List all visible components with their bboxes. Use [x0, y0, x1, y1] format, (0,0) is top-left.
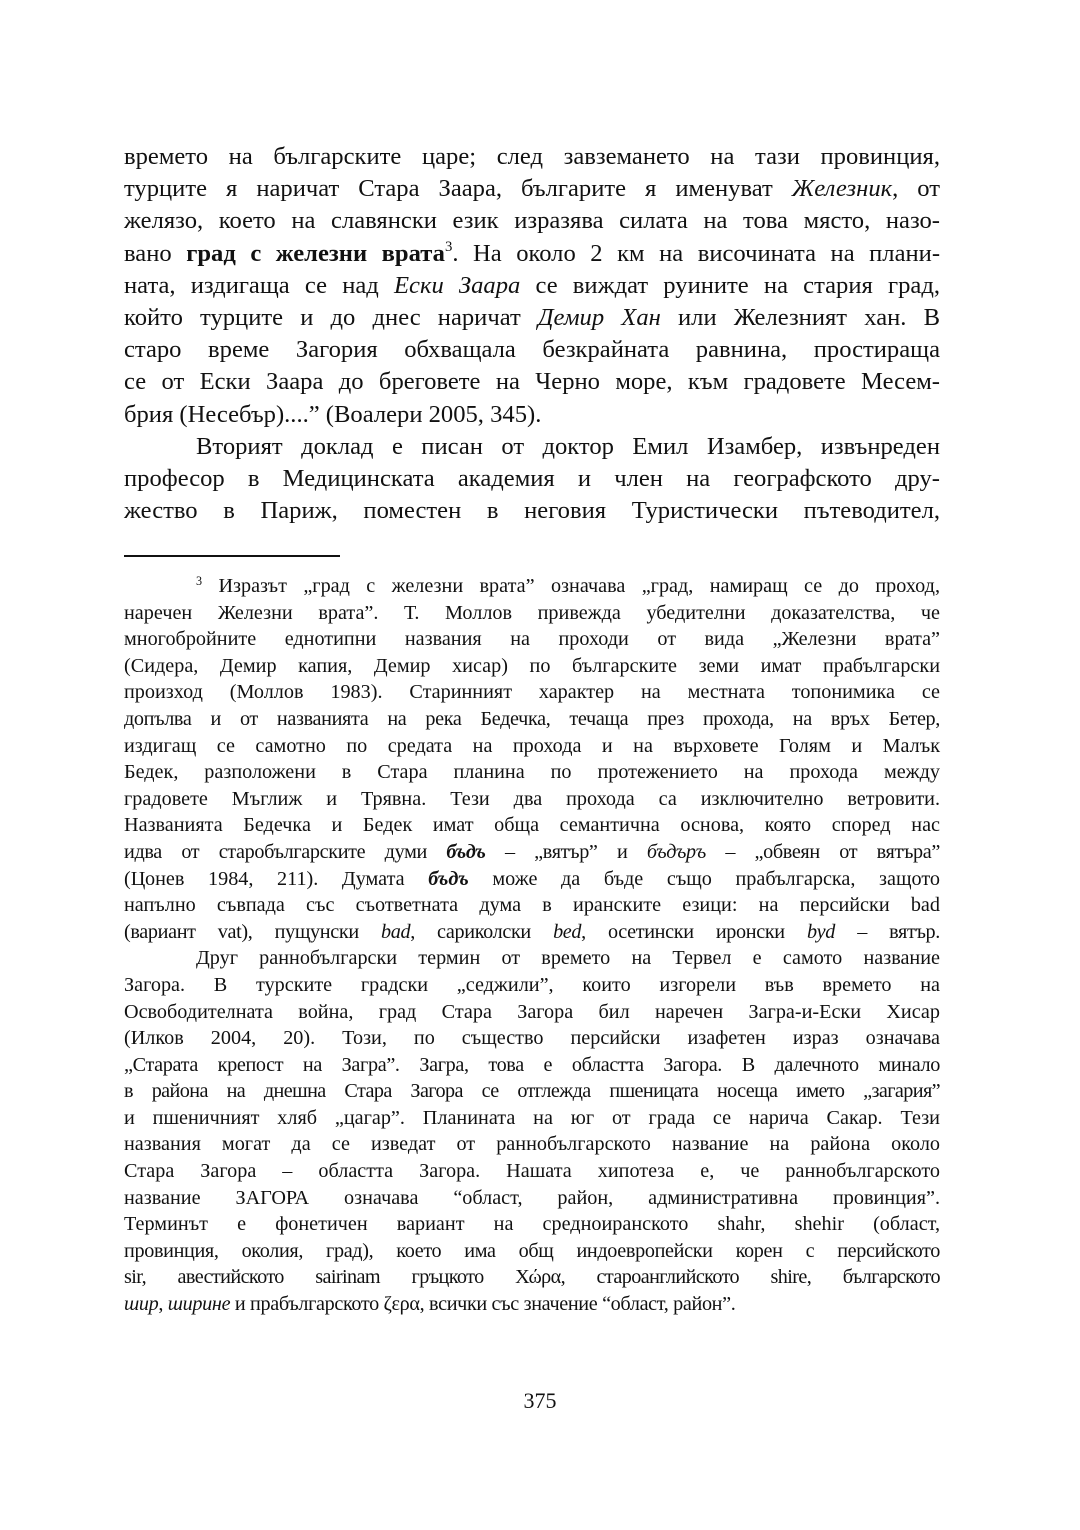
footnote-line: наречен Железни врата”. Т. Моллов привежда убедителни доказателства, че: [124, 601, 940, 624]
footnote-line: sir, авестийското sairinam гръцкото Χώρα, староанглийското shire, българското: [124, 1266, 940, 1289]
footnote-line: напълно съвпада със съответната дума в иранските езици: на персийски bad: [124, 894, 940, 917]
footnote-line: „Старата крепост на Загра”. Загра, това е областта Загора. В далечното минало: [124, 1053, 940, 1076]
footnote-line: название ЗАГОРА означава “област, район, административна провинция”.: [124, 1186, 940, 1209]
footnote-line: градовете Мъглиж и Трявна. Тези два прохода са изключително ветровити.: [124, 787, 940, 810]
footnote-line: и пшеничният хляб „цагар”. Планината на юг от града се нарича Сакар. Тези: [124, 1106, 940, 1129]
footnote-line: Терминът е фонетичен вариант на средноиранското shahr, shehir (област,: [124, 1213, 940, 1236]
footnote-line: идва от старобългарските думи бъдъ – „вятър” и бъдъръ – „обвеян от вятъра”: [124, 840, 940, 863]
text-line: старо време Загория обхващала безкрайната равнина, простираща: [124, 336, 940, 364]
text-line: брия (Несебър)....” (Воалери 2005, 345).: [124, 400, 542, 428]
footnote-line: (Сидера, Демир капия, Демир хисар) по българските земи имат прабългарски: [124, 654, 940, 677]
footnote-line: Стара Загора – областта Загора. Нашата хипотеза е, че раннобългарското: [124, 1160, 940, 1183]
text-line: времето на българските царе; след завземането на тази провинция,: [124, 143, 940, 170]
footnote-line: (вариант vat), пущунски bad, сариколски bed, осетински иронски byd – вятър.: [124, 920, 940, 943]
text-line: желязо, което на славянски език изразява силата на това място, назо-: [124, 207, 940, 235]
text-line: който турците и до днес наричат Демир Хан или Железният хан. В: [124, 304, 940, 332]
footnote-line: провинция, околия, град), което има общ индоевропейски корен с персийското: [124, 1239, 940, 1262]
footnote-line: Друг раннобългарски термин от времето на Тервел е самото название: [196, 947, 940, 970]
footnote-3: [124, 573, 940, 1318]
footnote-line: Освободителната война, град Стара Загора бил наречен Загра-и-Ески Хисар: [124, 1000, 940, 1023]
footnote-separator: [124, 555, 340, 557]
footnote-line: Названията Бедечка и Бедек имат обща семантична основа, която според нас: [124, 814, 940, 837]
text-line: Вторият доклад е писан от доктор Емил Изамбер, извънреден: [196, 432, 940, 460]
footnote-line: многобройните еднотипни названия на проходи от вида „Железни врата”: [124, 628, 940, 651]
main-text: [124, 141, 940, 527]
footnote-line: в района на днешна Стара Загора се отглежда пшеницата носеща името „загария”: [124, 1080, 940, 1103]
text-line: вано град с железни врата$^3$. На около 2 км на височината на плани-: [124, 238, 941, 267]
footnote-line: $^3$ Изразът „град с железни врата” означава „град, намиращ се до проход,: [196, 573, 940, 597]
footnote-line: произход (Моллов 1983). Старинният характер на местната топонимика се: [124, 681, 940, 704]
footnote-line: (Илков 2004, 20). Този, по същество персийски изафетен израз означава: [124, 1027, 940, 1050]
footnote-line: Загора. В турските градски „седжили”, които изгорели във времето на: [124, 973, 940, 996]
text-line: турците я наричат Стара Заара, българите я именуват Железник, от: [124, 175, 940, 203]
footnote-line: Бедек, разположени в Стара планина по протежението на прохода между: [124, 761, 940, 784]
page-number: 375: [523, 1388, 557, 1413]
footnote-line: названия могат да се изведат от раннобългарското название на района около: [124, 1133, 940, 1156]
footnote-line: издигащ се самотно по средата на прохода и на върховете Голям и Малък: [124, 734, 940, 757]
footnote-line: шир, ширине и прабългарското ζερα, всички със значение “област, район”.: [124, 1293, 736, 1316]
text-line: жество в Париж, поместен в неговия Туристически пътеводител,: [124, 497, 940, 525]
text-line: се от Ески Заара до бреговете на Черно море, към градовете Месем-: [124, 368, 940, 396]
footnote-line: (Цонев 1984, 211). Думата бъдъ може да бъде също прабългарска, защото: [124, 867, 940, 890]
footnote-line: допълва и от названията на река Бедечка, течаща през прохода, на връх Бетер,: [124, 707, 940, 730]
text-line: професор в Медицинската академия и член на географското дру-: [124, 465, 940, 493]
text-line: ната, издигаща се над Ески Заара се виждат руините на стария град,: [124, 271, 940, 299]
